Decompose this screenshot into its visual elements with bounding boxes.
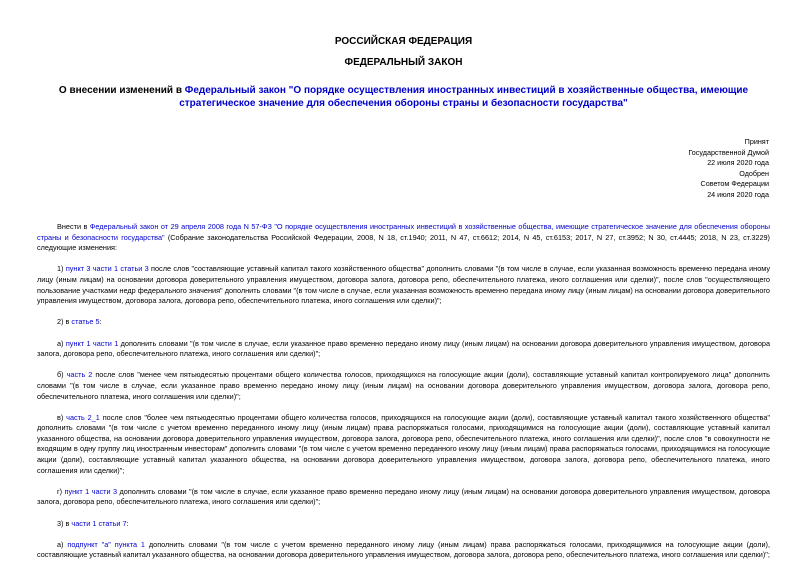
title-prefix: О внесении изменений в [58, 85, 185, 96]
accepted-label: Принят [744, 137, 769, 146]
item-3-link[interactable]: части 1 статьи 7 [71, 518, 127, 528]
item-2g-text: дополнить словами "(в том числе в случае, если указанное право временно передано иному лицу (иным лицам) на основании договора доверительного управления имуществом, договора залога, договора репо, обеспечительного платежа, иного соглашения или сделки)"; [37, 486, 770, 507]
item-2a [37, 339, 770, 360]
item-3a [37, 540, 770, 561]
approved-date: 24 июля 2020 года [707, 189, 769, 199]
intro-text-b: (Собрание законодательства Российской Федерации, 2008, N 18, ст.1940; 2011, N 47, ст.6612; 2014, N 45, ст.6153; 2017, N 27, ст.3952; N 30, ст.4445; 2018, N 23, ст.3229) следующие изменения: [37, 232, 770, 253]
item-2a-text: дополнить словами "(в том числе в случае, если указанное право временно передано иному лицу (иным лицам) на основании договора доверительного управления имуществом, договора залога, договора репо, обеспечительного платежа, иного соглашения или сделки)"; [37, 338, 770, 359]
item-2g-link[interactable]: пункт 1 части 3 [64, 486, 118, 496]
item-2v-text: после слов "более чем пятьюдесятью процентами общего количества голосов, приходящихся на голосующие акции (доли), составляющие уставный капитал такого хозяйственного общества" дополнить словами "(в том числе с учетом временно переданного иному лицу (иным лицам) права распоряжаться голосами, приходящимися на голосующие акции (доли), составляющие уставный капитал указанного общества, на основании договора доверительного управления имуществом, договора залога, договора репо, обеспечительного платежа, иного соглашения или сделки)", после слов "в совокупности не входящим в одну группу лиц иностранным инвесторам" дополнить словами "(в том числе с учетом временно переданного иному лицу (иным лицам) права распоряжаться голосами, приходящимися на голосующие акции (доли), составляющие уставный капитал указанного общества, на основании договора доверительного управления имуществом, договора залога, договора репо, обеспечительного платежа, иного соглашения или сделки)"; [37, 412, 770, 475]
item-2-number: 2) в [57, 317, 72, 327]
item-3a-letter: а) [57, 539, 68, 549]
intro-paragraph [37, 222, 770, 254]
item-2a-letter: а) [57, 338, 66, 348]
intro-text-a: Внести в [57, 222, 90, 231]
item-2g [37, 487, 770, 508]
acceptance-block [569, 137, 769, 201]
item-1-number: 1) [57, 264, 66, 274]
country-heading: РОССИЙСКАЯ ФЕДЕРАЦИЯ [334, 36, 473, 47]
law-title [40, 84, 767, 110]
doc-type-heading: ФЕДЕРАЛЬНЫЙ ЗАКОН [344, 57, 463, 68]
item-3a-text: дополнить словами "(в том числе с учетом временно переданного иному лицу (иным лицам) права распоряжаться голосами, приходящимися на голосующие акции (доли), составляющие уставный капитал указанного общества, на основании договора доверительного управления имуществом, договора залога, договора репо, обеспечительного платежа, иного соглашения или сделки)"; [37, 539, 770, 560]
item-2a-link[interactable]: пункт 1 части 1 [65, 338, 119, 348]
item-3a-link[interactable]: подпункт "а" пункта 1 [67, 539, 145, 549]
accepted-date: 22 июля 2020 года [707, 158, 769, 168]
item-2b-text: после слов "менее чем пятьюдесятью процентами общего количества голосов, приходящихся на голосующие акции (доли), составляющие уставный капитал контролируемого лица" дополнить словами "(в том числе в случае, если указанное право временно передано иному лицу (иным лицам) на основании договора доверительного управления имуществом, договора залога, договора репо, обеспечительного платежа, иного соглашения или сделки)"; [37, 370, 770, 401]
item-1-link[interactable]: пункт 3 части 1 статьи 3 [65, 264, 149, 274]
item-2-link[interactable]: статье 5 [71, 317, 100, 327]
title-law-link[interactable]: Федеральный закон "О порядке осуществления иностранных инвестиций в хозяйственные общества, имеющие стратегическое значение для обеспечения обороны страны и безопасности государства" [179, 85, 749, 109]
item-3-number: 3) в [57, 518, 72, 528]
item-3-text: : [126, 518, 129, 528]
approved-label: Одобрен [739, 168, 769, 178]
item-1 [37, 264, 770, 306]
item-2 [37, 317, 770, 328]
item-2g-letter: г) [57, 486, 65, 496]
intro-law-link[interactable]: Федеральный закон от 29 апреля 2008 года N 57-ФЗ "О порядке осуществления иностранных инвестиций в хозяйственные общества, имеющие стратегическое значение для обеспечения обороны страны и безопасности государства" [37, 222, 771, 242]
item-1-text: после слов "составляющие уставный капитал такого хозяйственного общества" дополнить словами "(в том числе в случае, если указанная возможность временно передана иному лицу (иным лицам) на основании договора доверительного управления имуществом, договора залога, договора репо, обеспечительного платежа, иного соглашения или сделки)", после слов "осуществляющего пользование участками недр федерального значения" дополнить словами "(в том числе в случае, если указанная возможность временно передана иному лицу (иным лицам) на основании договора доверительного управления имуществом, договора залога, договора репо, обеспечительного платежа, иного соглашения или сделки)"; [37, 264, 771, 306]
item-2-text: : [99, 317, 102, 327]
law-body [37, 222, 770, 561]
item-2b-link[interactable]: часть 2 [66, 370, 93, 380]
item-2b [37, 370, 770, 402]
item-3 [37, 519, 770, 530]
item-2v-link[interactable]: часть 2_1 [66, 412, 100, 422]
approved-by: Советом Федерации [700, 179, 769, 189]
item-2b-letter: б) [57, 370, 67, 380]
accepted-by: Государственной Думой [688, 147, 769, 157]
item-2v-letter: в) [57, 412, 67, 422]
item-2v [37, 413, 770, 477]
